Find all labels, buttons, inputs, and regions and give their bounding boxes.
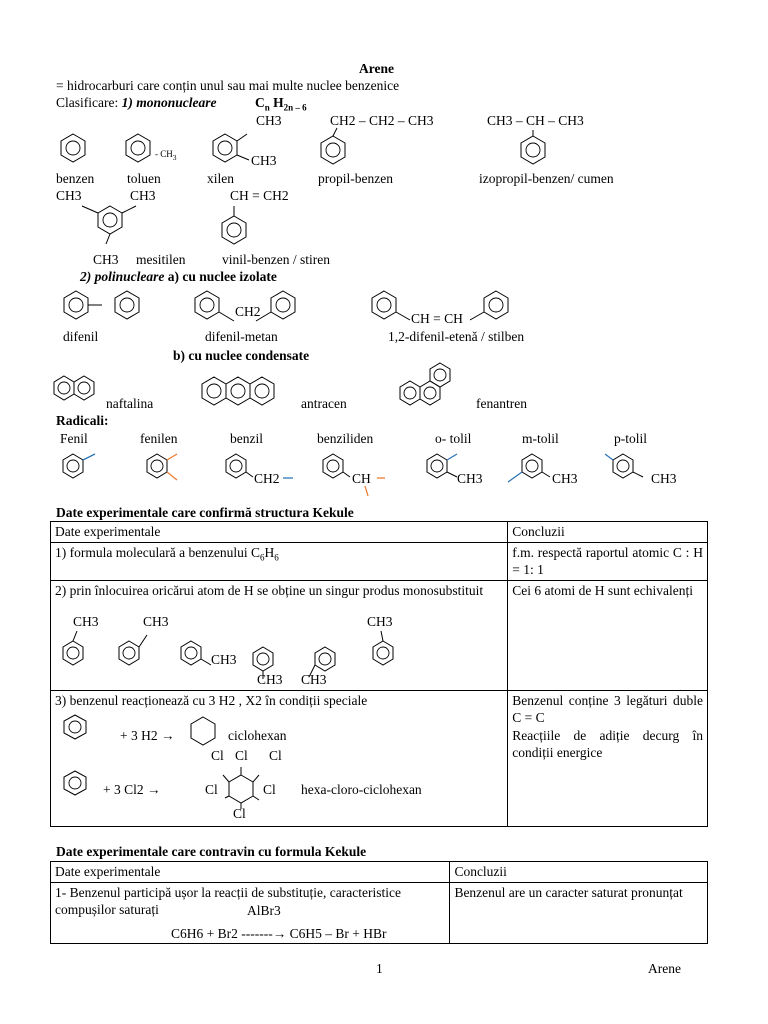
footer-title: Arene [648,961,681,976]
p-tolyl-ch3: CH3 [651,471,677,486]
radicals-heading: Radicali: [56,413,109,428]
styrene-chain: CH = CH2 [230,188,289,203]
table-header-row [51,862,708,883]
benzylidene-ch: CH [352,471,371,486]
hexachlorocyclohexane-icon [223,767,259,809]
general-formula: $C_n$ $H_{2n - 6}$ [255,95,307,113]
radical-label-p-tolyl: p-tolil [614,431,647,446]
table2-heading: Date experimentale care contravin cu formula Kekule [56,844,367,859]
page-number: 1 [376,961,383,976]
table-cell: Cei 6 atomi de H sunt echivalenți [508,580,708,690]
toluene-para-icon [181,641,211,665]
isopropyl-chain: CH3 – CH – CH3 [487,113,584,128]
table-row [51,580,708,690]
mesitylene-ch3-b: CH3 [130,188,156,203]
naphthalene-label: naftalina [106,396,154,411]
benzyl-ch2: CH2 [254,471,280,486]
definition: = hidrocarburi care conțin unul sau mai multe nuclee benzenice [56,78,400,93]
o-tolyl-ch3: CH3 [457,471,483,486]
radical-label-benzyl: benzil [230,431,263,446]
toluene-ortho-icon [63,631,83,665]
o-tolyl-radical-icon [427,454,457,478]
condensed-heading: b) cu nuclee condensate [173,348,310,363]
xylene-ch3-top: CH3 [256,113,282,128]
classification-line [56,96,217,110]
radical-label-phenylene: fenilen [140,431,178,446]
phenanthrene-icon [400,363,450,405]
diphenylmethane-label: difenil-metan [205,329,278,344]
benzene-cl2-icon [64,771,86,795]
table-cell: 1) formula moleculară a benzenului $C_6H_6$ [51,542,508,580]
cyclohexane-icon [191,717,215,745]
addition-reaction-structures [51,709,501,829]
stilbene-chch: CH = CH [411,311,463,326]
phenylene-radical-icon [147,454,177,480]
toluene-meta-icon [119,635,147,665]
xylene-ch3-right: CH3 [251,153,277,168]
kekule-confirm-table [50,521,708,827]
propylbenzene-label: propil-benzen [318,171,393,186]
styrene-label: vinil-benzen / stiren [222,252,330,267]
phenanthrene-label: fenantren [476,396,527,411]
table1-heading: Date experimentale care confirmă structura Kekule [56,505,354,520]
radical-label-phenyl: Fenil [60,431,88,446]
propyl-chain: CH2 – CH2 – CH3 [330,113,434,128]
table-row [51,542,708,580]
diphenylmethane-ch2: CH2 [235,304,261,319]
classification-label: Clasificare: [56,95,119,110]
mesitylene-ch3-c: CH3 [93,252,119,267]
radical-label-o-tolyl: o- tolil [435,431,472,446]
table-row [51,690,708,826]
stilbene-label: 1,2-difenil-etenă / stilben [388,329,525,344]
propylbenzene-ring-icon [321,128,345,164]
cumene-label: izopropil-benzen/ cumen [479,171,614,186]
polynuclear-heading: 2) polinucleare a) cu nuclee izolate [80,269,277,284]
table-row [51,882,708,944]
diphenylmethane-ring-a-icon [195,291,219,319]
m-tolyl-ch3: CH3 [552,471,578,486]
p-tolyl-radical-icon [605,454,643,478]
radical-label-benzylidene: benziliden [317,431,374,446]
biphenyl-label: difenil [63,329,99,344]
xylene-label: xilen [207,171,234,186]
naphthalene-icon [54,376,94,400]
mesitylene-ring-icon [82,206,136,244]
toluene-top-icon [373,631,393,665]
biphenyl-ring-b-icon [115,291,139,319]
table-header-cell: Date experimentale [51,522,508,543]
table-cell: f.m. respectă raportul atomic C : H = 1: 1 [508,542,708,580]
diphenylmethane-ring-b-icon [271,291,295,319]
kekule-contra-table [50,861,708,944]
mesitylene-ch3-a: CH3 [56,188,82,203]
table-header-row [51,522,708,543]
mesitylene-label: mesitilen [136,252,186,267]
page-title: Arene [359,61,394,76]
stilbene-ring-a-icon [372,291,396,319]
table-header-cell: Concluzii [508,522,708,543]
polynuclear-structures [0,285,768,435]
anthracene-label: antracen [301,396,347,411]
table-cell: 3) benzenul reacționează cu 3 H2 , X2 în condiții speciale + 3 H2 → ciclohexan Cl Cl Cl + 3 Cl2 → Cl Cl hexa-cloro-ciclohexan Cl [51,690,508,826]
toluene-ring-icon [126,134,150,162]
table-cell: Benzenul are un caracter saturat pronunțat [450,882,708,944]
table-header-cell: Concluzii [450,862,708,883]
anthracene-icon [202,377,274,405]
benzene-label: benzen [56,171,95,186]
table-header-cell: Date experimentale [51,862,450,883]
table-cell: Benzenul conține 3 legături duble C = C Reacțiile de adiție decurg în condiții energice [508,690,708,826]
benzene-ring-icon [61,134,85,162]
toluene-methyl: - $CH_3$ [155,149,177,162]
cumene-ring-icon [521,130,545,164]
biphenyl-ring-a-icon [64,291,88,319]
phenyl-radical-icon [63,454,95,478]
table-cell: 1- Benzenul participă ușor la reacții de substituție, caracteristice compușilor saturați AlBr3 C6H6 + Br2 -------→ C6H5 – Br + HBr [51,882,450,944]
toluene-label: toluen [127,171,161,186]
radical-label-m-tolyl: m-tolil [522,431,559,446]
table-cell: 2) prin înlocuirea oricărui atom de H se obține un singur produs monosubstituit CH3 CH3 CH3 CH3 CH3 CH3 [51,580,508,690]
styrene-ring-icon [222,206,246,244]
xylene-ring-icon [213,134,249,162]
benzene-h2-icon [64,715,86,739]
mononuclear-label: 1) mononucleare [121,95,217,110]
m-tolyl-radical-icon [508,454,550,482]
stilbene-ring-b-icon [484,291,508,319]
